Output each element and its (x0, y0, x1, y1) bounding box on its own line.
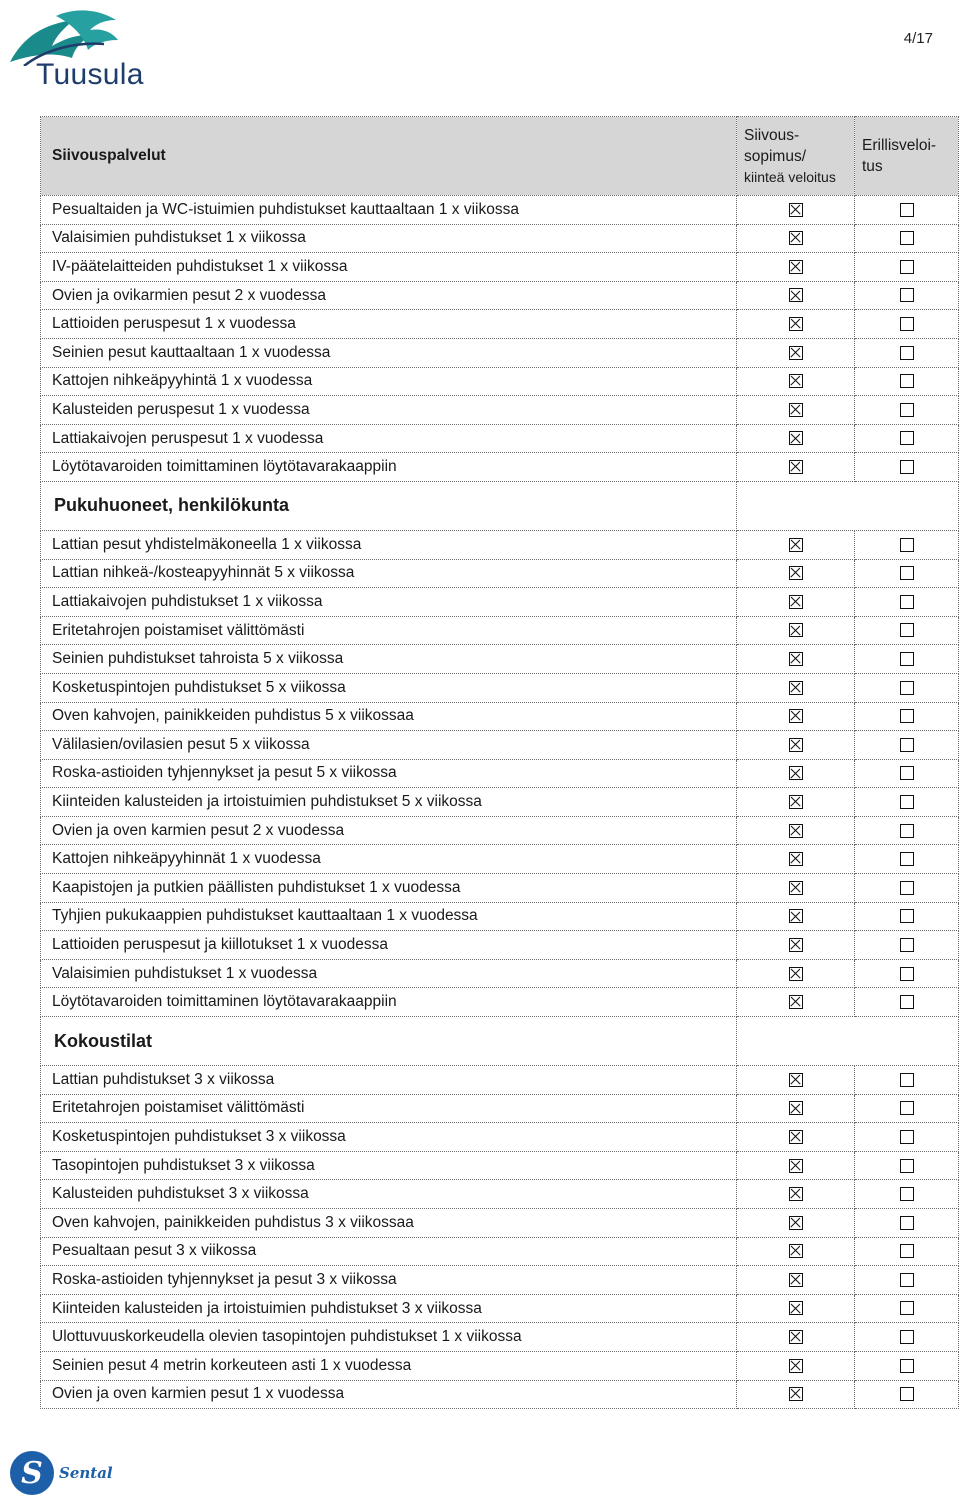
separate-fee-checkbox[interactable] (900, 1273, 914, 1287)
fixed-fee-checkbox-cell (737, 874, 855, 903)
separate-fee-checkbox[interactable] (900, 460, 914, 474)
separate-fee-checkbox-cell (855, 1351, 959, 1380)
fixed-fee-checkbox[interactable] (789, 709, 803, 723)
service-description: Lattian pesut yhdistelmäkoneella 1 x viikossa (41, 530, 737, 559)
service-row (41, 1351, 959, 1380)
service-row (41, 424, 959, 453)
col1-line2: sopimus/ (744, 147, 807, 165)
fixed-fee-checkbox[interactable] (789, 1387, 803, 1401)
service-description: Kalusteiden puhdistukset 3 x viikossa (41, 1180, 737, 1209)
service-description: Tasopintojen puhdistukset 3 x viikossa (41, 1151, 737, 1180)
service-description: Löytötavaroiden toimittaminen löytötavarakaappiin (41, 453, 737, 482)
fixed-fee-checkbox-cell (737, 1323, 855, 1352)
service-row (41, 816, 959, 845)
separate-fee-checkbox-cell (855, 988, 959, 1017)
service-description: Kosketuspintojen puhdistukset 5 x viikossa (41, 673, 737, 702)
fixed-fee-checkbox[interactable] (789, 431, 803, 445)
separate-fee-checkbox[interactable] (900, 538, 914, 552)
separate-fee-checkbox-cell (855, 673, 959, 702)
separate-fee-checkbox-cell (855, 759, 959, 788)
separate-fee-checkbox[interactable] (900, 260, 914, 274)
service-row (41, 530, 959, 559)
fixed-fee-checkbox-cell (737, 702, 855, 731)
col2-line1: Erillisveloi- (862, 137, 937, 154)
service-row (41, 788, 959, 817)
separate-fee-checkbox[interactable] (900, 1301, 914, 1315)
sental-s-icon (8, 1448, 58, 1498)
separate-fee-checkbox-cell (855, 453, 959, 482)
col1-line3: kiinteä veloitus (744, 168, 836, 185)
separate-fee-checkbox-cell (855, 1180, 959, 1209)
service-description: Valaisimien puhdistukset 1 x vuodessa (41, 959, 737, 988)
separate-fee-checkbox-cell (855, 1237, 959, 1266)
separate-fee-checkbox[interactable] (900, 431, 914, 445)
separate-fee-checkbox-cell (855, 702, 959, 731)
section-empty-cell (737, 1017, 959, 1066)
separate-fee-checkbox[interactable] (900, 374, 914, 388)
separate-fee-checkbox[interactable] (900, 967, 914, 981)
service-description: Ovien ja oven karmien pesut 1 x vuodessa (41, 1380, 737, 1409)
section-title: Pukuhuoneet, henkilökunta (41, 481, 737, 530)
separate-fee-checkbox[interactable] (900, 1159, 914, 1173)
col1-line1: Siivous- (744, 126, 800, 144)
fixed-fee-checkbox[interactable] (789, 1273, 803, 1287)
service-row (41, 367, 959, 396)
service-row (41, 281, 959, 310)
service-description: Roska-astioiden tyhjennykset ja pesut 5 x viikossa (41, 759, 737, 788)
service-description: Lattioiden peruspesut 1 x vuodessa (41, 310, 737, 339)
separate-fee-checkbox[interactable] (900, 1073, 914, 1087)
service-row (41, 196, 959, 225)
separate-fee-checkbox[interactable] (900, 288, 914, 302)
separate-fee-checkbox[interactable] (900, 346, 914, 360)
fixed-fee-checkbox-cell (737, 645, 855, 674)
service-row (41, 1209, 959, 1238)
service-row (41, 988, 959, 1017)
fixed-fee-checkbox-cell (737, 616, 855, 645)
separate-fee-checkbox-cell (855, 1209, 959, 1238)
separate-fee-checkbox[interactable] (900, 995, 914, 1009)
fixed-fee-checkbox-cell (737, 959, 855, 988)
column-header-separate (855, 117, 959, 196)
leaf-logo-icon (4, 6, 154, 66)
separate-fee-checkbox-cell (855, 616, 959, 645)
separate-fee-checkbox-cell (855, 1094, 959, 1123)
service-row (41, 338, 959, 367)
separate-fee-checkbox[interactable] (900, 1216, 914, 1230)
separate-fee-checkbox-cell (855, 874, 959, 903)
fixed-fee-checkbox[interactable] (789, 231, 803, 245)
service-row (41, 559, 959, 588)
fixed-fee-checkbox-cell (737, 588, 855, 617)
fixed-fee-checkbox-cell (737, 367, 855, 396)
fixed-fee-checkbox[interactable] (789, 317, 803, 331)
separate-fee-checkbox[interactable] (900, 909, 914, 923)
service-row (41, 731, 959, 760)
service-description: Oven kahvojen, painikkeiden puhdistus 5 x viikossaa (41, 702, 737, 731)
separate-fee-checkbox[interactable] (900, 595, 914, 609)
separate-fee-checkbox-cell (855, 902, 959, 931)
fixed-fee-checkbox-cell (737, 1237, 855, 1266)
fixed-fee-checkbox[interactable] (789, 1244, 803, 1258)
service-row (41, 310, 959, 339)
service-row (41, 453, 959, 482)
fixed-fee-checkbox-cell (737, 1123, 855, 1152)
separate-fee-checkbox-cell (855, 367, 959, 396)
fixed-fee-checkbox[interactable] (789, 260, 803, 274)
fixed-fee-checkbox-cell (737, 1151, 855, 1180)
service-row (41, 1180, 959, 1209)
service-description: Oven kahvojen, painikkeiden puhdistus 3 x viikossaa (41, 1209, 737, 1238)
service-row (41, 253, 959, 282)
fixed-fee-checkbox[interactable] (789, 374, 803, 388)
separate-fee-checkbox[interactable] (900, 203, 914, 217)
separate-fee-checkbox-cell (855, 1323, 959, 1352)
service-description: Tyhjien pukukaappien puhdistukset kauttaaltaan 1 x vuodessa (41, 902, 737, 931)
service-description: Lattian nihkeä-/kosteapyyhinnät 5 x viikossa (41, 559, 737, 588)
fixed-fee-checkbox[interactable] (789, 566, 803, 580)
separate-fee-checkbox[interactable] (900, 403, 914, 417)
service-description: Kattojen nihkeäpyyhinnät 1 x vuodessa (41, 845, 737, 874)
fixed-fee-checkbox-cell (737, 281, 855, 310)
service-description: Pesualtaan pesut 3 x viikossa (41, 1237, 737, 1266)
fixed-fee-checkbox[interactable] (789, 881, 803, 895)
section-title: Kokoustilat (41, 1017, 737, 1066)
fixed-fee-checkbox[interactable] (789, 1130, 803, 1144)
service-row (41, 224, 959, 253)
col2-line2: tus (862, 158, 883, 175)
separate-fee-checkbox-cell (855, 788, 959, 817)
service-row (41, 1151, 959, 1180)
separate-fee-checkbox-cell (855, 1294, 959, 1323)
separate-fee-checkbox[interactable] (900, 824, 914, 838)
service-description: Löytötavaroiden toimittaminen löytötavarakaappiin (41, 988, 737, 1017)
separate-fee-checkbox-cell (855, 645, 959, 674)
separate-fee-checkbox[interactable] (900, 738, 914, 752)
separate-fee-checkbox[interactable] (900, 881, 914, 895)
service-description: Kosketuspintojen puhdistukset 3 x viikossa (41, 1123, 737, 1152)
fixed-fee-checkbox-cell (737, 1380, 855, 1409)
service-row (41, 931, 959, 960)
separate-fee-checkbox[interactable] (900, 681, 914, 695)
separate-fee-checkbox-cell (855, 1151, 959, 1180)
fixed-fee-checkbox[interactable] (789, 995, 803, 1009)
service-description: Seinien pesut kauttaaltaan 1 x vuodessa (41, 338, 737, 367)
logo-text: Tuusula (36, 58, 144, 91)
fixed-fee-checkbox[interactable] (789, 795, 803, 809)
separate-fee-checkbox-cell (855, 424, 959, 453)
separate-fee-checkbox-cell (855, 224, 959, 253)
service-row (41, 645, 959, 674)
fixed-fee-checkbox[interactable] (789, 766, 803, 780)
separate-fee-checkbox-cell (855, 959, 959, 988)
service-row (41, 1066, 959, 1095)
fixed-fee-checkbox[interactable] (789, 460, 803, 474)
service-row (41, 1380, 959, 1409)
service-row (41, 702, 959, 731)
separate-fee-checkbox[interactable] (900, 1244, 914, 1258)
separate-fee-checkbox-cell (855, 845, 959, 874)
service-description: Lattiakaivojen peruspesut 1 x vuodessa (41, 424, 737, 453)
separate-fee-checkbox[interactable] (900, 1330, 914, 1344)
service-description: Lattioiden peruspesut ja kiillotukset 1 x vuodessa (41, 931, 737, 960)
fixed-fee-checkbox-cell (737, 759, 855, 788)
table-title: Siivouspalvelut (41, 117, 737, 196)
service-row (41, 1266, 959, 1295)
separate-fee-checkbox[interactable] (900, 852, 914, 866)
fixed-fee-checkbox-cell (737, 673, 855, 702)
fixed-fee-checkbox[interactable] (789, 403, 803, 417)
service-description: Lattiakaivojen puhdistukset 1 x viikossa (41, 588, 737, 617)
service-row (41, 588, 959, 617)
fixed-fee-checkbox[interactable] (789, 652, 803, 666)
fixed-fee-checkbox-cell (737, 1180, 855, 1209)
service-description: Pesualtaiden ja WC-istuimien puhdistukset kauttaaltaan 1 x viikossa (41, 196, 737, 225)
fixed-fee-checkbox-cell (737, 931, 855, 960)
service-row (41, 396, 959, 425)
separate-fee-checkbox[interactable] (900, 1187, 914, 1201)
separate-fee-checkbox[interactable] (900, 1130, 914, 1144)
fixed-fee-checkbox[interactable] (789, 1159, 803, 1173)
services-table (40, 116, 959, 1409)
service-row (41, 874, 959, 903)
separate-fee-checkbox[interactable] (900, 938, 914, 952)
separate-fee-checkbox-cell (855, 816, 959, 845)
fixed-fee-checkbox[interactable] (789, 1330, 803, 1344)
fixed-fee-checkbox-cell (737, 1351, 855, 1380)
fixed-fee-checkbox-cell (737, 1094, 855, 1123)
fixed-fee-checkbox[interactable] (789, 623, 803, 637)
service-row (41, 1237, 959, 1266)
fixed-fee-checkbox-cell (737, 224, 855, 253)
separate-fee-checkbox[interactable] (900, 317, 914, 331)
fixed-fee-checkbox-cell (737, 530, 855, 559)
service-row (41, 759, 959, 788)
service-description: Kaapistojen ja putkien päällisten puhdistukset 1 x vuodessa (41, 874, 737, 903)
service-row (41, 1094, 959, 1123)
fixed-fee-checkbox-cell (737, 1266, 855, 1295)
service-description: Kiinteiden kalusteiden ja irtoistuimien puhdistukset 5 x viikossa (41, 788, 737, 817)
fixed-fee-checkbox-cell (737, 196, 855, 225)
separate-fee-checkbox-cell (855, 588, 959, 617)
fixed-fee-checkbox[interactable] (789, 681, 803, 695)
separate-fee-checkbox-cell (855, 338, 959, 367)
fixed-fee-checkbox-cell (737, 816, 855, 845)
service-row (41, 959, 959, 988)
service-description: Eritetahrojen poistamiset välittömästi (41, 1094, 737, 1123)
service-row (41, 1123, 959, 1152)
fixed-fee-checkbox[interactable] (789, 538, 803, 552)
separate-fee-checkbox-cell (855, 1123, 959, 1152)
fixed-fee-checkbox-cell (737, 396, 855, 425)
column-header-fixed (737, 117, 855, 196)
separate-fee-checkbox[interactable] (900, 709, 914, 723)
service-description: Kalusteiden peruspesut 1 x vuodessa (41, 396, 737, 425)
section-header-row (41, 481, 959, 530)
fixed-fee-checkbox-cell (737, 731, 855, 760)
separate-fee-checkbox-cell (855, 310, 959, 339)
separate-fee-checkbox-cell (855, 1380, 959, 1409)
service-description: IV-päätelaitteiden puhdistukset 1 x viikossa (41, 253, 737, 282)
service-row (41, 1294, 959, 1323)
fixed-fee-checkbox-cell (737, 1294, 855, 1323)
separate-fee-checkbox-cell (855, 530, 959, 559)
service-row (41, 673, 959, 702)
separate-fee-checkbox-cell (855, 731, 959, 760)
separate-fee-checkbox[interactable] (900, 623, 914, 637)
separate-fee-checkbox-cell (855, 559, 959, 588)
service-description: Ovien ja oven karmien pesut 2 x vuodessa (41, 816, 737, 845)
svg-text:S: S (21, 1456, 43, 1491)
fixed-fee-checkbox[interactable] (789, 1073, 803, 1087)
service-description: Välilasien/ovilasien pesut 5 x viikossa (41, 731, 737, 760)
separate-fee-checkbox[interactable] (900, 566, 914, 580)
sental-logo-text: Sental (59, 1464, 113, 1482)
service-row (41, 616, 959, 645)
separate-fee-checkbox[interactable] (900, 766, 914, 780)
fixed-fee-checkbox[interactable] (789, 1301, 803, 1315)
fixed-fee-checkbox-cell (737, 902, 855, 931)
fixed-fee-checkbox[interactable] (789, 938, 803, 952)
fixed-fee-checkbox-cell (737, 1066, 855, 1095)
fixed-fee-checkbox[interactable] (789, 1187, 803, 1201)
fixed-fee-checkbox[interactable] (789, 738, 803, 752)
separate-fee-checkbox-cell (855, 1266, 959, 1295)
service-row (41, 845, 959, 874)
fixed-fee-checkbox[interactable] (789, 346, 803, 360)
separate-fee-checkbox-cell (855, 253, 959, 282)
fixed-fee-checkbox-cell (737, 988, 855, 1017)
separate-fee-checkbox-cell (855, 196, 959, 225)
fixed-fee-checkbox-cell (737, 453, 855, 482)
separate-fee-checkbox[interactable] (900, 795, 914, 809)
fixed-fee-checkbox[interactable] (789, 203, 803, 217)
fixed-fee-checkbox-cell (737, 559, 855, 588)
fixed-fee-checkbox-cell (737, 310, 855, 339)
separate-fee-checkbox[interactable] (900, 652, 914, 666)
fixed-fee-checkbox[interactable] (789, 288, 803, 302)
fixed-fee-checkbox-cell (737, 424, 855, 453)
separate-fee-checkbox-cell (855, 281, 959, 310)
fixed-fee-checkbox[interactable] (789, 967, 803, 981)
separate-fee-checkbox-cell (855, 1066, 959, 1095)
service-description: Lattian puhdistukset 3 x viikossa (41, 1066, 737, 1095)
service-description: Seinien puhdistukset tahroista 5 x viikossa (41, 645, 737, 674)
table-header-row (41, 117, 959, 196)
section-header-row (41, 1017, 959, 1066)
service-description: Kiinteiden kalusteiden ja irtoistuimien puhdistukset 3 x viikossa (41, 1294, 737, 1323)
fixed-fee-checkbox[interactable] (789, 1359, 803, 1373)
fixed-fee-checkbox-cell (737, 788, 855, 817)
separate-fee-checkbox[interactable] (900, 231, 914, 245)
service-description: Valaisimien puhdistukset 1 x viikossa (41, 224, 737, 253)
separate-fee-checkbox-cell (855, 396, 959, 425)
fixed-fee-checkbox-cell (737, 845, 855, 874)
fixed-fee-checkbox[interactable] (789, 852, 803, 866)
separate-fee-checkbox[interactable] (900, 1101, 914, 1115)
separate-fee-checkbox[interactable] (900, 1387, 914, 1401)
service-description: Kattojen nihkeäpyyhintä 1 x vuodessa (41, 367, 737, 396)
service-description: Roska-astioiden tyhjennykset ja pesut 3 x viikossa (41, 1266, 737, 1295)
fixed-fee-checkbox[interactable] (789, 1101, 803, 1115)
fixed-fee-checkbox-cell (737, 338, 855, 367)
fixed-fee-checkbox[interactable] (789, 1216, 803, 1230)
section-empty-cell (737, 481, 959, 530)
separate-fee-checkbox[interactable] (900, 1359, 914, 1373)
fixed-fee-checkbox[interactable] (789, 595, 803, 609)
fixed-fee-checkbox-cell (737, 253, 855, 282)
separate-fee-checkbox-cell (855, 931, 959, 960)
fixed-fee-checkbox[interactable] (789, 909, 803, 923)
service-description: Seinien pesut 4 metrin korkeuteen asti 1 x vuodessa (41, 1351, 737, 1380)
service-row (41, 1323, 959, 1352)
service-row (41, 902, 959, 931)
service-description: Ovien ja ovikarmien pesut 2 x vuodessa (41, 281, 737, 310)
fixed-fee-checkbox[interactable] (789, 824, 803, 838)
service-description: Ulottuvuuskorkeudella olevien tasopintojen puhdistukset 1 x viikossa (41, 1323, 737, 1352)
page-number: 4/17 (903, 30, 933, 47)
fixed-fee-checkbox-cell (737, 1209, 855, 1238)
service-description: Eritetahrojen poistamiset välittömästi (41, 616, 737, 645)
